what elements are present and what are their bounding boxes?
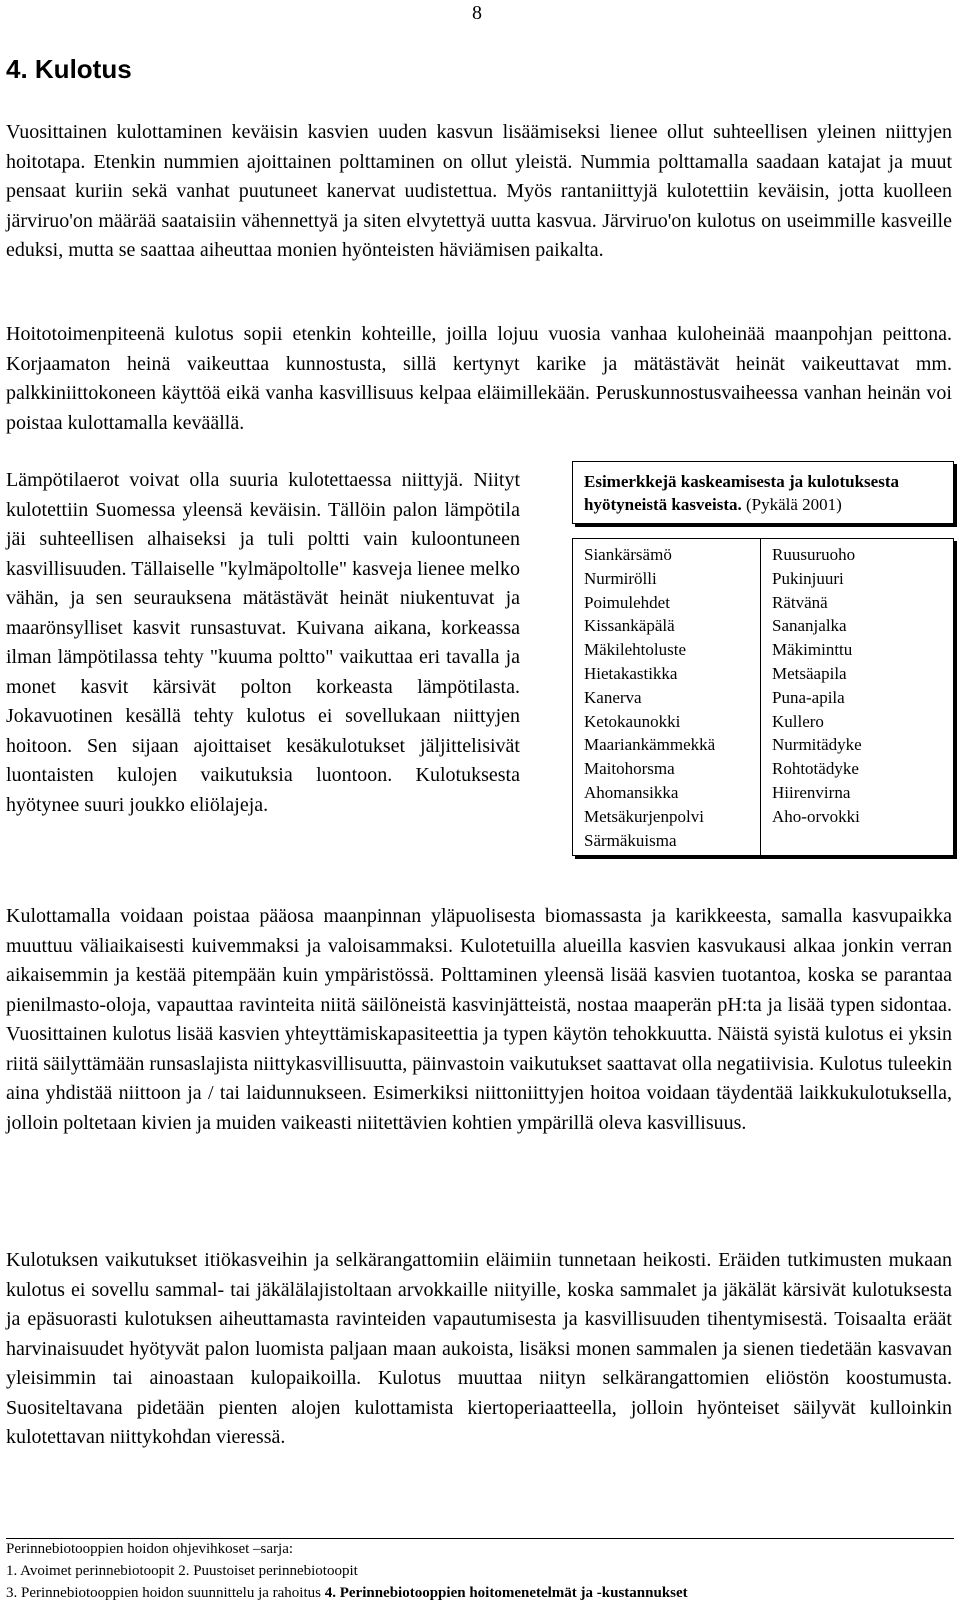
- footer-series-title: Perinnebiotooppien hoidon ohjevihkoset –sarja:: [6, 1541, 294, 1557]
- species-item: Mäkiminttu: [772, 640, 853, 660]
- page-number: 8: [472, 2, 482, 24]
- footer: [6, 1538, 954, 1604]
- species-item: Aho-orvokki: [772, 806, 860, 826]
- paragraph-intro: Vuosittainen kulottaminen keväisin kasvien uuden kasvun lisäämiseksi lienee ollut suhteellisen yleinen niittyjen hoitotapa. Etenkin nummien ajoittainen polttaminen on ollut yleistä. Nummia polttamalla saadaan katajat ja muut pensaat kuriin sekä vanhat puutuneet kanervat uudistettua. Myös rantaniittyjä kulotettiin keväisin, jotta kuolleen järviruo'on määrää saataisiin vähennettyä ja siten elvytettyä uutta kasvua. Järviruo'on kulotus on useimmille kasveille eduksi, mutta se saattaa aiheuttaa monien hyönteisten häviämisen paikalta.: [6, 121, 952, 261]
- species-item: Nurmitädyke: [772, 735, 862, 755]
- species-item: Rätvänä: [772, 592, 828, 612]
- species-box: [572, 461, 954, 856]
- species-column-1: [573, 539, 761, 855]
- species-item: Mäkilehtoluste: [584, 640, 686, 660]
- section-heading: 4. Kulotus: [6, 54, 132, 84]
- species-item: Ahomansikka: [584, 782, 679, 802]
- species-item: Maariankämmekkä: [584, 735, 716, 755]
- footer-series-line-3: [6, 1582, 954, 1604]
- species-box-title-bold: Esimerkkejä kaskeamisesta ja kulotuksesta hyötyneistä kasveista.: [584, 472, 899, 514]
- footer-current-booklet: 4. Perinnebiotooppien hoitomenetelmät ja -kustannukset: [324, 1585, 688, 1601]
- paragraph-maintenance: Hoitotoimenpiteenä kulotus sopii etenkin kohteille, joilla lojuu vuosia vanhaa kuloheinää maanpohjan peittona. Korjaamaton heinä vaikeuttaa kunnostusta, sillä kertynyt karike ja mätästävät heinät vaikeuttavat mm. palkkiniittokoneen käyttöä eikä vanha kasvillisuus kelpaa eläimillekään. Peruskunnostusvaiheessa vanhan heinän voi poistaa kulottamalla keväällä.: [6, 323, 952, 434]
- species-item: Poimulehdet: [584, 592, 670, 612]
- paragraph-temperature: Lämpötilaerot voivat olla suuria kulotettaessa niittyjä. Niityt kulotettiin Suomessa yleensä keväisin. Tällöin palon lämpötila jäi suhteellisen alhaiseksi ja tuli poltti vain kuloontuneen kasvillisuuden. Tällaiselle "kylmäpoltolle" kasveja lienee melko vähän, ja sen seurauksena mätästävät heinät niukentuvat ja maarönsylliset kasvit runsastuvat. Kuivana aikana, korkeassa ilman lämpötilassa tehty "kuuma poltto" vaikuttaa eri tavalla ja monet kasvit kärsivät polton korkeasta lämpötilasta. Jokavuotinen kesällä tehty kulotus ei sovellukaan niittyjen hoitoon. Sen sijaan ajoittaiset kesäkulotukset jäljittelisivät luontaisten kulojen vaikutuksia luontoon. Kulotuksesta hyötynee suuri joukko eliölajeja.: [6, 469, 520, 816]
- species-column-2: [761, 539, 868, 855]
- species-item: Kanerva: [584, 687, 642, 707]
- species-item: Hietakastikka: [584, 663, 678, 683]
- species-item: Metsäapila: [772, 663, 847, 683]
- paragraph-invertebrates: Kulotuksen vaikutukset itiökasveihin ja selkärangattomiin eläimiin tunnetaan heikosti. Eräiden tutkimusten mukaan kulotus ei sovellu sammal- tai jäkälälajistoltaan arvokkaille niityille, koska sammalet ja jäkälät kärsivät kulotuksesta ja epäsuorasti kulotuksen aiheuttamasta ravinteiden vapautumisesta ja kasvillisuuden tihentymisestä. Toisaalta eräät harvinaisuudet hyötyvät palon luomista paljaan maan aukoista, lisäksi monen sammalen ja sienen tiedetään kasvavan yleisimmin tai ainoastaan kulopaikoilla. Kulotus muuttaa niityn selkärangattomien eliöstön koostumusta. Suositeltavana pidetään pienten alojen kulottamista kiertoperiaatteella, jolloin hyönteiset säilyvät kulloinkin kulotettavan niittykohdan vieressä.: [6, 1249, 952, 1448]
- species-item: Kissankäpälä: [584, 616, 675, 636]
- species-item: Ketokaunokki: [584, 711, 681, 731]
- species-item: Maitohorsma: [584, 759, 675, 779]
- species-item: Pukinjuuri: [772, 568, 844, 588]
- species-item: Puna-apila: [772, 687, 845, 707]
- paragraph-effects: Kulottamalla voidaan poistaa pääosa maanpinnan yläpuolisesta biomassasta ja karikkeesta, samalla kasvupaikka muuttuu väliaikaisesti kuivemmaksi ja valoisammaksi. Kulotetuilla alueilla kasvien kasvukausi alkaa jonkin verran aikaisemmin ja kestää pitempään kuin ympäristössä. Polttaminen yleensä lisää kasvien tuotantoa, koska se parantaa pienilmasto-oloja, vapauttaa ravinteita niitä säilöneistä kasvinjätteistä, nostaa maaperän pH:ta ja lisää typen sidontaa. Vuosittainen kulotus lisää kasvien yhteyttämiskapasiteettia ja typen käytön tehokkuutta. Näistä syistä kulotus ei yksin riitä säilyttämään runsaslajista niittykasvillisuutta, päinvastoin vaikutukset saattavat olla negatiivisia. Kulotus tuleekin aina yhdistää niittoon ja / tai laidunnukseen. Esimerkiksi niittoniittyjen hoitoa voidaan täydentää laikkukulotuksella, jolloin poltetaan kivien ja muiden vaikeasti niitettävien kohtien ympärillä oleva kasvillisuus.: [6, 905, 952, 1134]
- species-item: Hiirenvirna: [772, 782, 851, 802]
- species-item: Rohtotädyke: [772, 759, 859, 779]
- footer-series-line-2: 1. Avoimet perinnebiotoopit 2. Puustoiset perinnebiotoopit: [6, 1563, 358, 1579]
- footer-series-line-3-normal: 3. Perinnebiotooppien hoidon suunnittelu ja rahoitus: [6, 1585, 321, 1601]
- species-table: [572, 538, 954, 856]
- species-item: Särmäkuisma: [584, 830, 677, 850]
- species-item: Metsäkurjenpolvi: [584, 806, 704, 826]
- species-item: Ruusuruoho: [772, 545, 856, 564]
- species-box-title: [572, 461, 954, 524]
- species-item: Nurmirölli: [584, 568, 657, 588]
- species-box-source: (Pykälä 2001): [745, 495, 842, 514]
- species-item: Kullero: [772, 711, 824, 731]
- species-item: Sananjalka: [772, 616, 847, 636]
- species-item: Siankärsämö: [584, 545, 672, 564]
